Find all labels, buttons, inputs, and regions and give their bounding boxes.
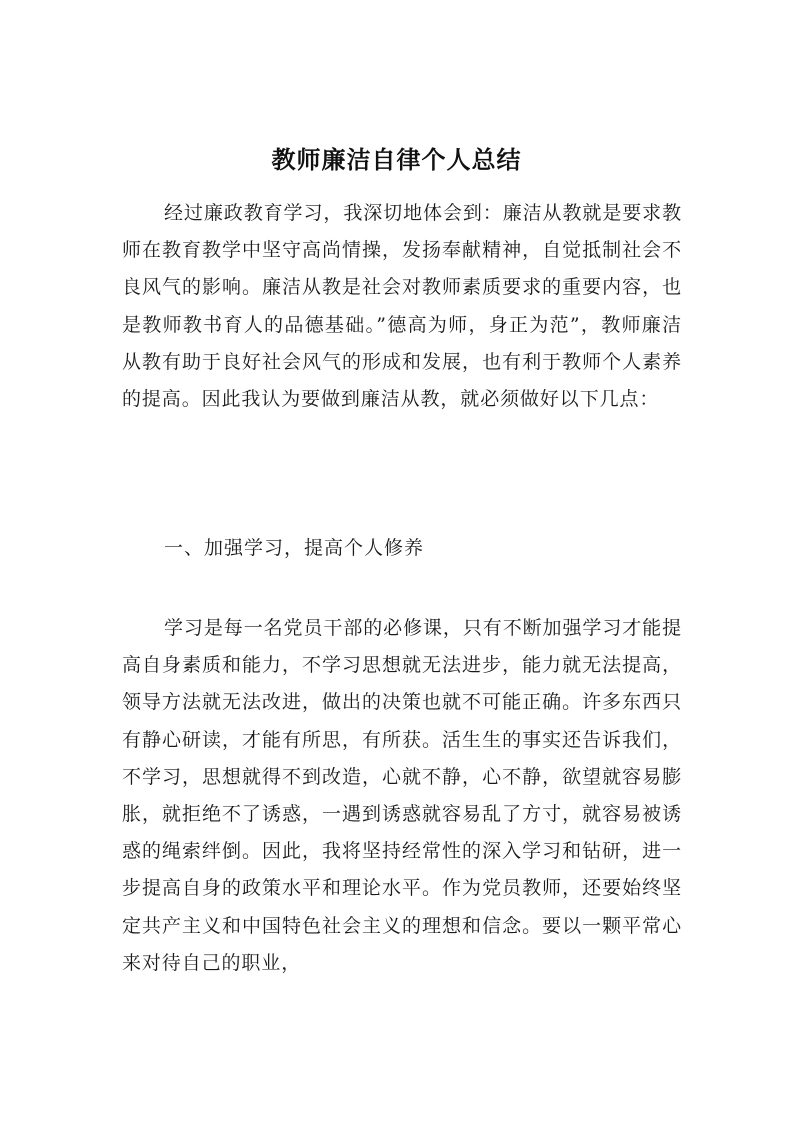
section-heading: 一、加强学习，提高个人修养 [164, 537, 425, 559]
section-paragraph: 学习是每一名党员干部的必修课，只有不断加强学习才能提高自身素质和能力，不学习思想就无法进步，能力就无法提高，领导方法就无法改进，做出的决策也就不可能正确。许多东西只有静心研读，才能有所思，有所获。活生生的事实还告诉我们，不学习，思想就得不到改造，心就不静，心不静，欲望就容易膨胀，就拒绝不了诱惑，一遇到诱惑就容易乱了方寸，就容易被诱惑的绳索绊倒。因此，我将坚持经常性的深入学习和钻研，进一步提高自身的政策水平和理论水平。作为党员教师，还要始终坚定共产主义和中国特色社会主义的理想和信念。要以一颗平常心来对待自己的职业， [122, 617, 682, 974]
intro-paragraph: 经过廉政教育学习，我深切地体会到：廉洁从教就是要求教师在教育教学中坚守高尚情操，发扬奉献精神，自觉抵制社会不良风气的影响。廉洁从教是社会对教师素质要求的重要内容，也是教师教书育人的品德基础。”德高为师，身正为范”，教师廉洁从教有助于良好社会风气的形成和发展，也有利于教师个人素养的提高。因此我认为要做到廉洁从教，就必须做好以下几点： [122, 202, 682, 411]
document-title: 教师廉洁自律个人总结 [271, 145, 522, 175]
